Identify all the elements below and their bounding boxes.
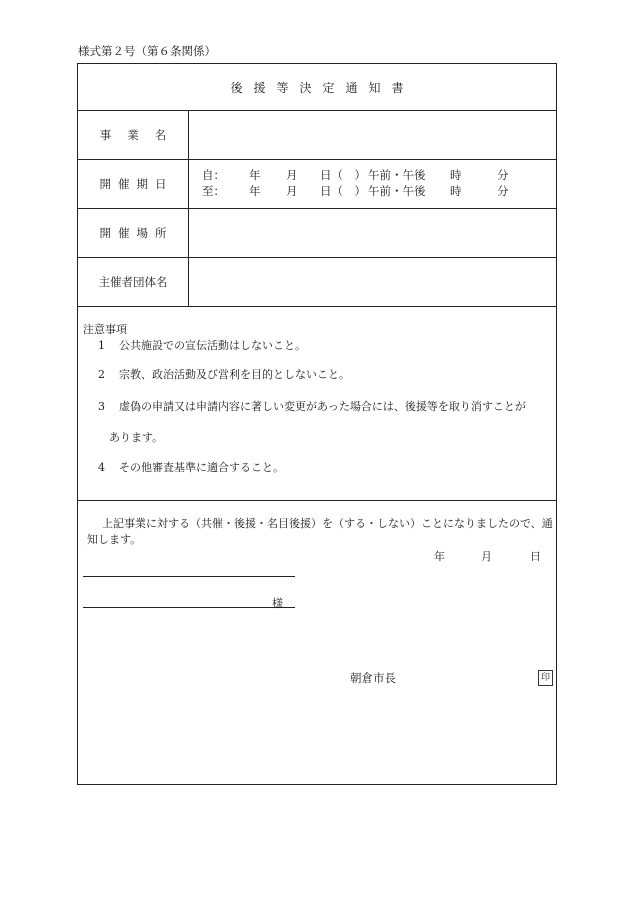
period-from-hour: 時	[450, 168, 462, 182]
organizer-label: 主催者団体名	[78, 258, 189, 306]
period-from-month: 月	[286, 168, 298, 182]
period-from-year: 年	[249, 168, 261, 182]
period-to-year: 年	[249, 184, 261, 198]
period-row	[78, 160, 556, 209]
notice-date-day: 日	[530, 550, 541, 563]
venue-row	[78, 209, 556, 258]
note-item	[98, 337, 306, 353]
note-text: その他審査基準に適合すること。	[119, 461, 284, 474]
venue-label: 開催場所	[78, 209, 189, 257]
period-to-hour: 時	[450, 184, 462, 198]
addressee-line-2[interactable]	[83, 606, 295, 608]
notes-heading: 注意事項	[83, 323, 127, 336]
note-item	[98, 459, 284, 475]
note-item	[98, 398, 526, 414]
note-text: 公共施設での宣伝活動はしないこと。	[119, 339, 306, 352]
notice-section	[78, 501, 556, 784]
note-number: 1	[98, 339, 105, 352]
form-number-label: 様式第２号（第６条関係）	[78, 44, 216, 58]
organizer-row	[78, 258, 556, 307]
venue-value[interactable]	[189, 209, 556, 257]
notice-date-year: 年	[434, 550, 445, 563]
business-name-row	[78, 111, 556, 160]
period-to-ampm: 午前・午後	[368, 184, 426, 198]
notice-text: 上記事業に対する（共催・後援・名目後援）を（する・しない）ことになりましたので、通知します。	[87, 517, 553, 546]
seal-mark: 印	[538, 670, 553, 686]
period-from-prefix: 自：	[202, 168, 225, 182]
period-to-month: 月	[286, 184, 298, 198]
addressee-line-1[interactable]	[83, 575, 295, 577]
note-number: 3	[98, 400, 105, 413]
organizer-value[interactable]	[189, 258, 556, 306]
note-item	[98, 366, 350, 382]
business-name-value[interactable]	[189, 111, 556, 159]
period-to-minute: 分	[497, 184, 509, 198]
note-text: 虚偽の申請又は申請内容に著しい変更があった場合には、後援等を取り消すことが	[119, 400, 526, 413]
note-number: 4	[98, 461, 105, 474]
period-to-prefix: 至：	[202, 184, 225, 198]
period-label: 開催期日	[78, 160, 189, 208]
issuer-title: 朝倉市長	[350, 671, 396, 685]
note-number: 2	[98, 368, 105, 381]
notice-date-month: 月	[481, 550, 492, 563]
notes-section	[78, 307, 556, 501]
period-from-ampm: 午前・午後	[368, 168, 426, 182]
notification-form	[77, 63, 557, 785]
note-text: 宗教、政治活動及び営利を目的としないこと。	[119, 368, 350, 381]
title-row	[78, 64, 556, 111]
period-to-day: 日（ ）	[320, 184, 366, 198]
note-continuation: あります。	[109, 431, 164, 444]
addressee-honorific: 様	[272, 597, 283, 610]
form-title: 後援等決定通知書	[230, 81, 415, 95]
period-from-day: 日（ ）	[320, 168, 366, 182]
business-name-label: 事業名	[78, 111, 189, 159]
period-from-minute: 分	[497, 168, 509, 182]
